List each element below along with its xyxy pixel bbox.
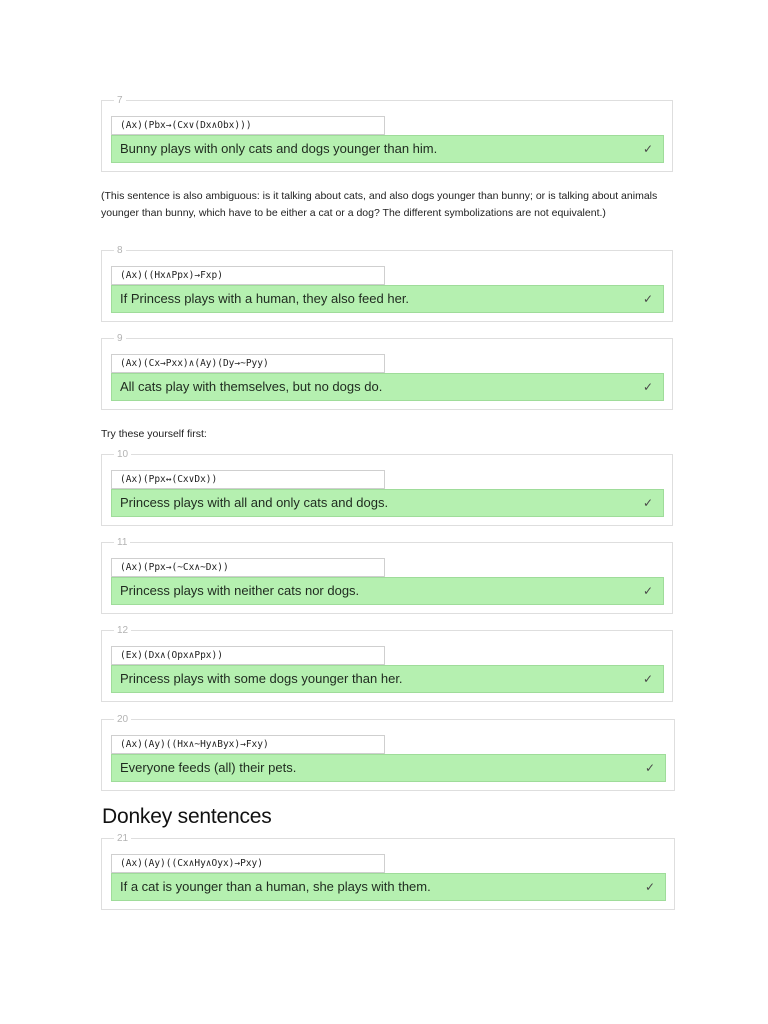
ambiguity-note: (This sentence is also ambiguous: is it talking about cats, and also dogs younger than bunny; or is talking about animals younger than bunny, which have to be either a cat or a dog? The different symbolizations are not equivalent.) — [101, 190, 658, 219]
check-icon: ✓ — [642, 496, 653, 510]
exercise-11 — [101, 537, 673, 614]
exercise-21 — [101, 833, 675, 910]
answer-option[interactable] — [111, 754, 666, 782]
try-yourself-note: Try these yourself first: — [101, 428, 207, 440]
answer-option[interactable] — [111, 489, 664, 517]
exercise-9 — [101, 333, 673, 410]
answer-text: Princess plays with some dogs younger than her. — [120, 671, 403, 686]
answer-option[interactable] — [111, 285, 664, 313]
formula-field[interactable]: (Ax)(Ay)((Cx∧Hy∧Oyx)→Pxy) — [111, 854, 385, 873]
exercise-8 — [101, 245, 673, 322]
answer-text: All cats play with themselves, but no dogs do. — [120, 379, 383, 394]
answer-text: Princess plays with neither cats nor dogs. — [120, 583, 360, 598]
check-icon: ✓ — [644, 880, 655, 894]
answer-text: Everyone feeds (all) their pets. — [120, 760, 297, 775]
exercise-number: 7 — [114, 95, 126, 107]
answer-text: If Princess plays with a human, they also feed her. — [120, 291, 410, 306]
check-icon: ✓ — [642, 380, 653, 394]
exercise-number: 21 — [114, 833, 131, 845]
exercise-7 — [101, 95, 673, 172]
exercise-number: 20 — [114, 714, 131, 726]
exercise-number: 11 — [114, 537, 130, 549]
formula-field[interactable]: (Ax)(Ay)((Hx∧~Hy∧Byx)→Fxy) — [111, 735, 385, 754]
exercise-10 — [101, 449, 673, 526]
answer-option[interactable] — [111, 577, 664, 605]
exercise-number: 10 — [114, 449, 131, 461]
section-heading-donkey: Donkey sentences — [102, 805, 272, 828]
formula-field[interactable]: (Ax)(Pbx→(Cx∨(Dx∧Obx))) — [111, 116, 385, 135]
answer-option[interactable] — [111, 373, 664, 401]
answer-option[interactable] — [111, 873, 666, 901]
exercise-number: 12 — [114, 625, 131, 637]
exercise-number: 9 — [114, 333, 126, 345]
answer-text: Bunny plays with only cats and dogs younger than him. — [120, 141, 438, 156]
formula-field[interactable]: (Ax)((Hx∧Ppx)→Fxp) — [111, 266, 385, 285]
formula-field[interactable]: (Ex)(Dx∧(Opx∧Ppx)) — [111, 646, 385, 665]
formula-field[interactable]: (Ax)(Ppx↔(Cx∨Dx)) — [111, 470, 385, 489]
answer-option[interactable] — [111, 135, 664, 163]
formula-field[interactable]: (Ax)(Cx→Pxx)∧(Ay)(Dy→~Pyy) — [111, 354, 385, 373]
formula-field[interactable]: (Ax)(Ppx→(~Cx∧~Dx)) — [111, 558, 385, 577]
exercise-number: 8 — [114, 245, 126, 257]
answer-option[interactable] — [111, 665, 664, 693]
check-icon: ✓ — [642, 292, 653, 306]
check-icon: ✓ — [642, 584, 653, 598]
check-icon: ✓ — [644, 761, 655, 775]
exercise-20 — [101, 714, 675, 791]
exercise-12 — [101, 625, 673, 702]
check-icon: ✓ — [642, 142, 653, 156]
answer-text: Princess plays with all and only cats and dogs. — [120, 495, 389, 510]
check-icon: ✓ — [642, 672, 653, 686]
answer-text: If a cat is younger than a human, she plays with them. — [120, 879, 431, 894]
